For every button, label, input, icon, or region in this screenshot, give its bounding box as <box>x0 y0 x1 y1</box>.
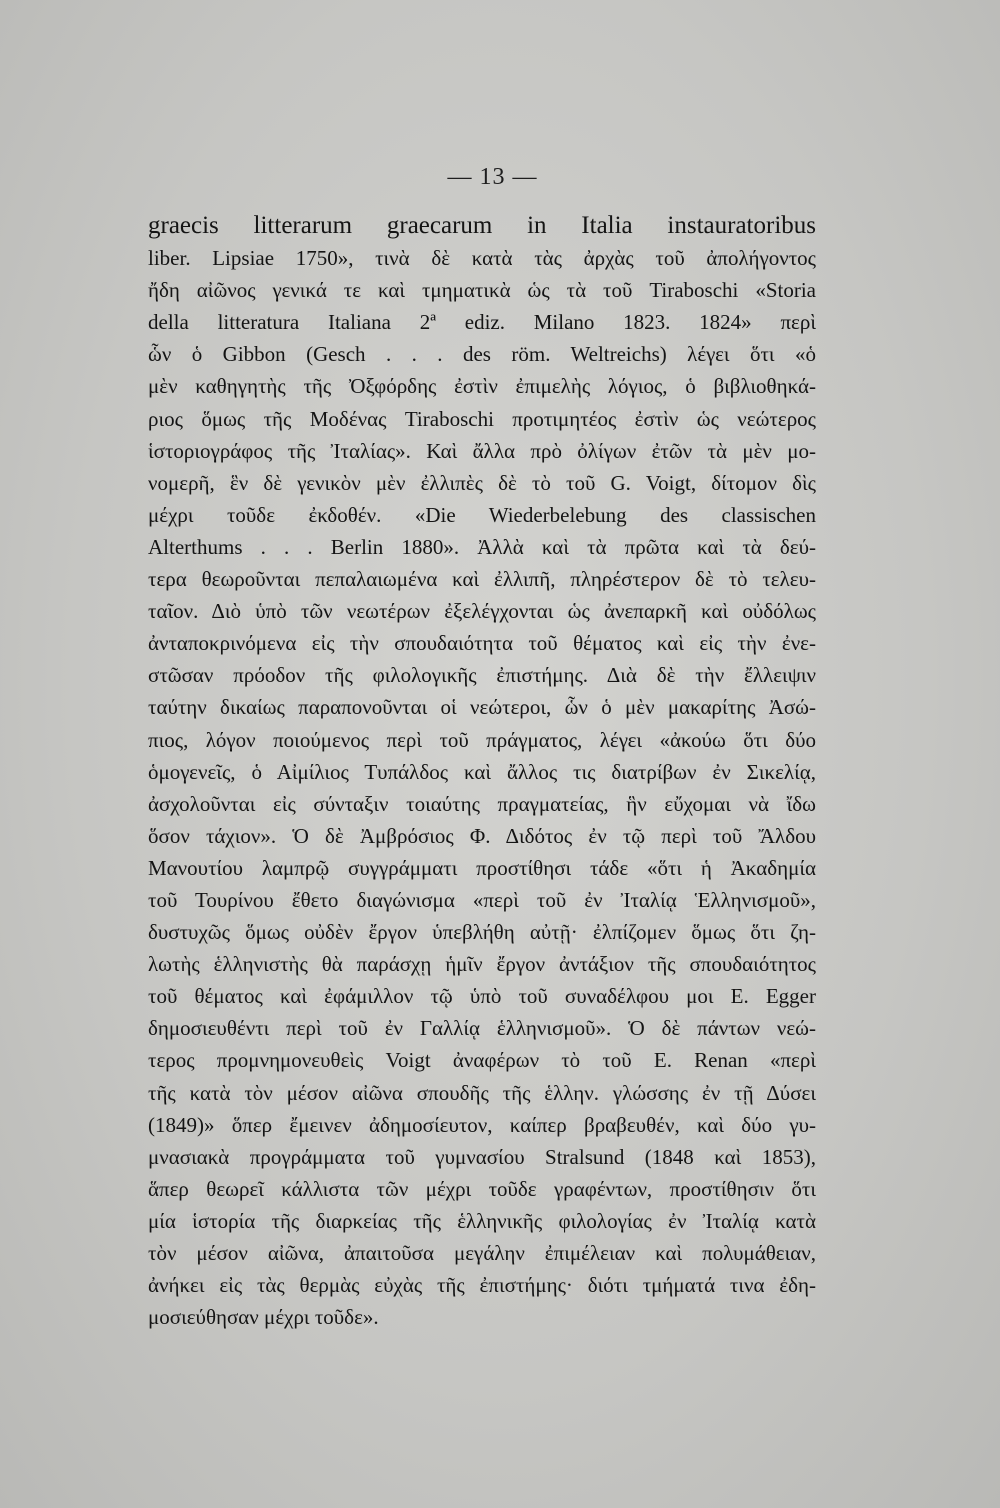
text-line: τὸν μέσον αἰῶνα, ἀπαιτοῦσα μεγάλην ἐπιμέλειαν καὶ πολυμάθειαν, <box>148 1241 816 1265</box>
text-line: μνασιακὰ προγράμματα τοῦ γυμνασίου Stralsund (1848 καὶ 1853), <box>148 1144 816 1169</box>
text-line: liber. Lipsiae 1750», τινὰ δὲ κατὰ τὰς ἀρχὰς τοῦ ἀπολήγοντος <box>148 246 816 271</box>
text-line: della litteratura Italiana 2ª ediz. Milano 1823. 1824» περὶ <box>148 310 816 335</box>
text-line: ταύτην δικαίως παραπονοῦνται οἱ νεώτεροι, ὧν ὁ μὲν μακαρίτης Ἀσώ- <box>148 695 816 720</box>
text-line: δυστυχῶς ὅμως οὐδὲν ἔργον ὑπεβλήθη αὐτῇ· ἐλπίζομεν ὅμως ὅτι ζη- <box>148 920 816 945</box>
text-line: τοῦ θέματος καὶ ἐφάμιλλον τῷ ὑπὸ τοῦ συναδέλφου μοι E. Egger <box>148 984 816 1009</box>
text-line: (1849)» ὅπερ ἔμεινεν ἀδημοσίευτον, καίπερ βραβευθέν, καὶ δύο γυ- <box>148 1112 816 1137</box>
text-line: ἤδη αἰῶνος γενικά τε καὶ τμηματικὰ ὡς τὰ τοῦ Tiraboschi «Storia <box>148 278 816 303</box>
text-line: νομερῆ, ἓν δὲ γενικὸν μὲν ἐλλιπὲς δὲ τὸ τοῦ G. Voigt, δίτομον δὶς <box>148 470 816 495</box>
text-line: τῆς κατὰ τὸν μέσον αἰῶνα σπουδῆς τῆς ἑλλην. γλώσσης ἐν τῇ Δύσει <box>148 1080 816 1105</box>
text-line: ὧν ὁ Gibbon (Gesch . . . des röm. Weltreichs) λέγει ὅτι «ὁ <box>148 342 816 367</box>
text-line: μία ἱστορία τῆς διαρκείας τῆς ἑλληνικῆς φιλολογίας ἐν Ἰταλίᾳ κατὰ <box>148 1208 816 1233</box>
text-line: ριος ὅμως τῆς Μοδένας Tiraboschi προτιμητέος ἐστὶν ὡς νεώτερος <box>148 406 816 431</box>
text-line: μὲν καθηγητὴς τῆς Ὀξφόρδης ἐστὶν ἐπιμελὴς λόγιος, ὁ βιβλιοθηκά- <box>148 374 816 399</box>
text-line: ταῖον. Διὸ ὑπὸ τῶν νεωτέρων ἐξελέγχονται ὡς ἀνεπαρκῆ καὶ οὐδόλως <box>148 599 816 624</box>
text-line: μοσιεύθησαν μέχρι τοῦδε». <box>148 1305 379 1330</box>
text-line: τοῦ Τουρίνου ἔθετο διαγώνισμα «περὶ τοῦ ἐν Ἰταλίᾳ Ἑλληνισμοῦ», <box>148 887 816 912</box>
text-line: πιος, λόγον ποιούμενος περὶ τοῦ πράγματος, λέγει «ἀκούω ὅτι δύο <box>148 727 816 752</box>
text-line: λωτὴς ἑλληνιστὴς θὰ παράσχῃ ἡμῖν ἔργον ἀντάξιον τῆς σπουδαιότητος <box>148 952 816 977</box>
text-line: ἀνήκει εἰς τὰς θερμὰς εὐχὰς τῆς ἐπιστήμης· διότι τμήματά τινα ἐδη- <box>148 1273 816 1298</box>
text-line: ὁμογενεῖς, ὁ Αἰμίλιος Τυπάλδος καὶ ἄλλος τις διατρίβων ἐν Σικελίᾳ, <box>148 759 816 784</box>
body-text <box>148 210 816 1333</box>
text-line: ἀνταποκρινόμενα εἰς τὴν σπουδαιότητα τοῦ θέματος καὶ εἰς τὴν ἐνε- <box>148 631 816 656</box>
text-line: τερος προμνημονευθεὶς Voigt ἀναφέρων τὸ τοῦ E. Renan «περὶ <box>148 1048 816 1073</box>
text-line: ἅπερ θεωρεῖ κάλλιστα τῶν μέχρι τοῦδε γραφέντων, προστίθησιν ὅτι <box>148 1176 816 1201</box>
text-line: graecis litterarum graecarum in Italia instauratoribus <box>148 212 816 239</box>
text-line: τερα θεωροῦνται πεπαλαιωμένα καὶ ἐλλιπῆ, πληρέστερον δὲ τὸ τελευ- <box>148 567 816 592</box>
text-line: δημοσιευθέντι περὶ τοῦ ἐν Γαλλίᾳ ἑλληνισμοῦ». Ὁ δὲ πάντων νεώ- <box>148 1016 816 1041</box>
text-line: ἀσχολοῦνται εἰς σύνταξιν τοιαύτης πραγματείας, ἣν εὔχομαι νὰ ἴδω <box>148 791 816 816</box>
page-number: — 13 — <box>447 164 538 190</box>
text-line: ἱστοριογράφος τῆς Ἰταλίας». Καὶ ἄλλα πρὸ ὀλίγων ἐτῶν τὰ μὲν μο- <box>148 438 816 463</box>
text-line: Μανουτίου λαμπρῷ συγγράμματι προστίθησι τάδε «ὅτι ἡ Ἀκαδημία <box>148 855 816 880</box>
text-line: μέχρι τοῦδε ἐκδοθέν. «Die Wiederbelebung des classischen <box>148 502 816 527</box>
text-line: στῶσαν πρόοδον τῆς φιλολογικῆς ἐπιστήμης. Διὰ δὲ τὴν ἔλλειψιν <box>148 663 816 688</box>
text-line: Alterthums . . . Berlin 1880». Ἀλλὰ καὶ τὰ πρῶτα καὶ τὰ δεύ- <box>148 534 816 559</box>
text-line: ὅσον τάχιον». Ὁ δὲ Ἀμβρόσιος Φ. Διδότος ἐν τῷ περὶ τοῦ Ἄλδου <box>148 823 816 848</box>
